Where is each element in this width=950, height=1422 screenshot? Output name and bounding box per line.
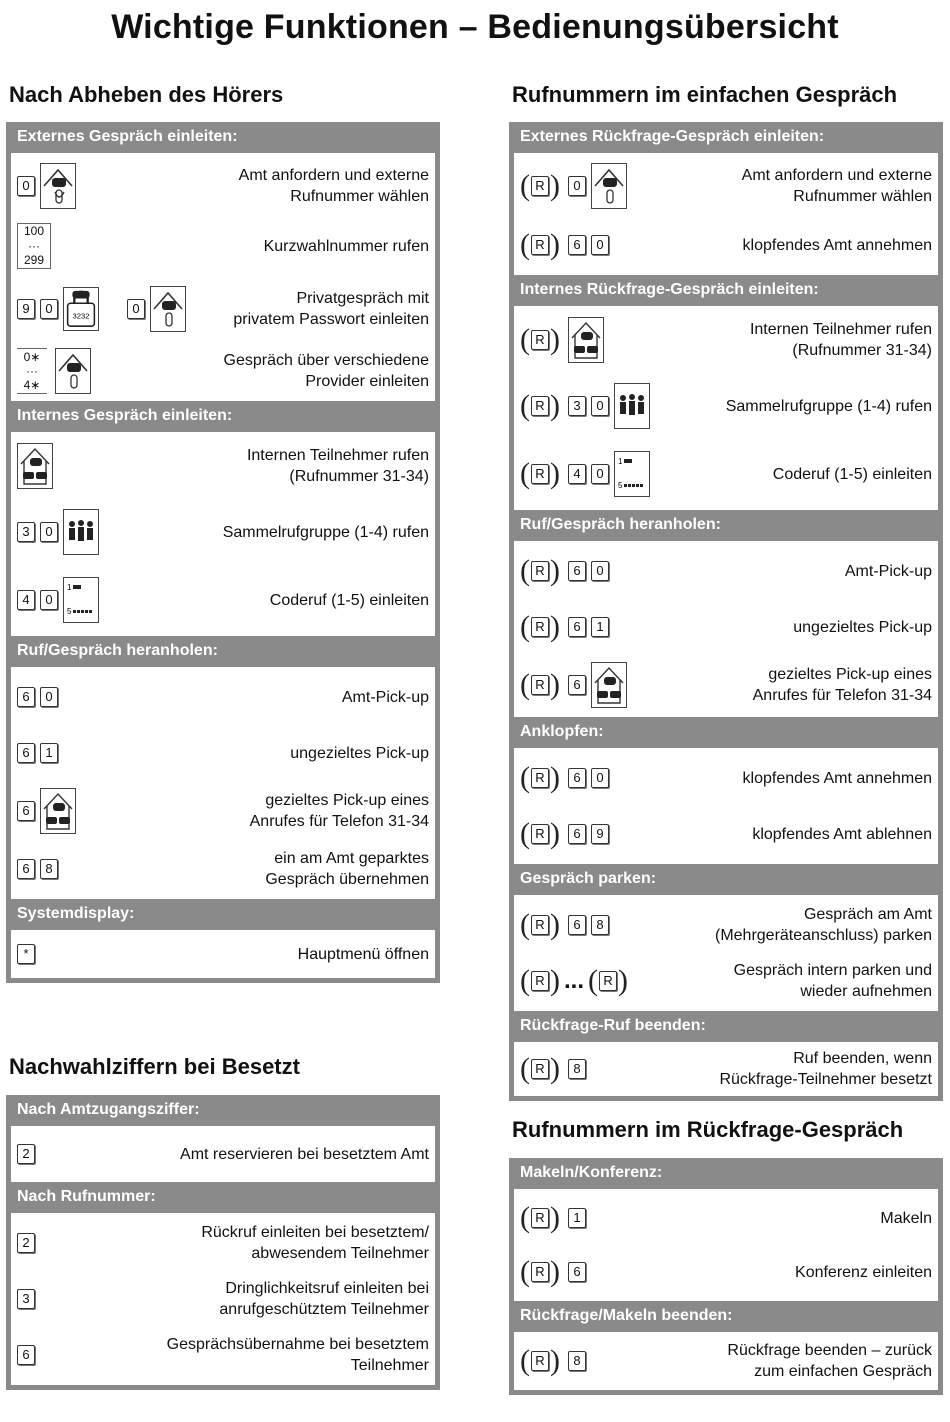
list-item <box>514 308 938 372</box>
r-key-group: ( R ) <box>520 228 560 261</box>
key-6: 6 <box>568 1262 586 1282</box>
list-item <box>514 599 938 655</box>
r-key-group: ( R ) <box>520 817 560 850</box>
key-3: 3 <box>568 396 586 416</box>
row-description: Gespräch über verschiedene Provider einleiten <box>223 352 429 390</box>
r-key-group: ( R ) <box>520 457 560 490</box>
key-r: R <box>531 1262 549 1282</box>
r-key-group: ( R ) <box>520 1344 560 1377</box>
key-0: 0 <box>17 176 35 196</box>
row-description: Konferenz einleiten <box>795 1263 932 1281</box>
row-description: Gespräch am Amt (Mehrgeräteanschluss) parken <box>715 906 932 944</box>
key-0: 0 <box>591 464 609 484</box>
group-header-internal-call: Internes Gespräch einleiten: <box>17 407 233 424</box>
list-item <box>514 217 938 273</box>
key-1: 1 <box>40 743 58 763</box>
list-item <box>11 669 435 725</box>
key-6: 6 <box>17 743 35 763</box>
list-item <box>11 275 435 343</box>
password-label: 3232 <box>72 311 90 321</box>
key-6: 6 <box>568 768 586 788</box>
key-r: R <box>531 824 549 844</box>
list-item <box>11 1215 435 1271</box>
key-0: 0 <box>127 299 145 319</box>
row-description: Dringlichkeitsruf einleiten bei anrufgeschütztem Teilnehmer <box>219 1280 429 1318</box>
key-r: R <box>531 235 549 255</box>
row-description: Sammelrufgruppe (1-4) rufen <box>222 523 429 541</box>
list-item <box>11 217 435 275</box>
row-description: Rückfrage beenden – zurück zum einfachen Gespräch <box>727 1342 932 1380</box>
row-description: Coderuf (1-5) einleiten <box>269 591 429 609</box>
row-description: Amt-Pick-up <box>341 688 429 706</box>
list-item <box>11 1128 435 1180</box>
key-6: 6 <box>568 235 586 255</box>
key-8: 8 <box>568 1059 586 1079</box>
key-6: 6 <box>17 687 35 707</box>
list-item <box>11 781 435 841</box>
svg-text:5: 5 <box>618 481 623 490</box>
group-header-broker-conference: Makeln/Konferenz: <box>520 1164 663 1181</box>
r-key-group: ( R ) <box>520 169 560 202</box>
key-8: 8 <box>591 915 609 935</box>
key-r: R <box>531 176 549 196</box>
list-item <box>11 498 435 566</box>
internal-extension-icon <box>17 443 53 489</box>
list-item <box>11 932 435 976</box>
group-header-external-consult: Externes Rückfrage-Gespräch einleiten: <box>520 128 825 145</box>
external-line-icon <box>55 348 91 394</box>
key-6: 6 <box>17 1345 35 1365</box>
row-description: gezieltes Pick-up eines Anrufes für Telefon 31-34 <box>752 666 932 704</box>
key-r: R <box>531 971 549 991</box>
key-r: R <box>531 1059 549 1079</box>
password-lock-icon <box>63 287 99 331</box>
row-description: Hauptmenü öffnen <box>297 945 429 963</box>
row-description: Makeln <box>880 1209 932 1227</box>
key-r: R <box>531 768 549 788</box>
row-description: klopfendes Amt ablehnen <box>752 825 932 843</box>
external-line-icon <box>591 163 627 209</box>
svg-text:1: 1 <box>67 583 72 592</box>
panel-consult-call <box>509 1158 943 1395</box>
r-key-group: ( R ) <box>520 323 560 356</box>
internal-extension-icon <box>568 317 604 363</box>
page-title: Wichtige Funktionen – Bedienungsübersicht <box>111 8 839 46</box>
group-header-after-number: Nach Rufnummer: <box>17 1188 156 1205</box>
key-r: R <box>531 561 549 581</box>
key-6: 6 <box>568 675 586 695</box>
group-header-external-call: Externes Gespräch einleiten: <box>17 128 238 145</box>
svg-text:1: 1 <box>618 457 623 466</box>
key-9: 9 <box>591 824 609 844</box>
list-item <box>11 725 435 781</box>
key-1: 1 <box>591 617 609 637</box>
key-star: * <box>17 944 35 964</box>
group-header-system-display: Systemdisplay: <box>17 905 135 922</box>
key-0: 0 <box>40 590 58 610</box>
list-item <box>514 897 938 953</box>
group-header-call-waiting: Anklopfen: <box>520 723 604 740</box>
key-9: 9 <box>17 299 35 319</box>
internal-extension-icon <box>40 788 76 834</box>
row-description: klopfendes Amt annehmen <box>742 769 932 787</box>
list-item <box>11 1271 435 1327</box>
list-item <box>11 1327 435 1383</box>
list-item <box>514 806 938 862</box>
r-key-group: ( R ) <box>520 668 560 701</box>
r-key-group: ( R ) <box>520 908 560 941</box>
list-item <box>514 543 938 599</box>
list-item <box>514 655 938 715</box>
r-key-group: ( R ) <box>520 964 560 997</box>
row-description: Amt anfordern und externe Rufnummer wählen <box>741 167 932 205</box>
code-call-icon <box>614 451 650 497</box>
row-description: ungezieltes Pick-up <box>290 744 429 762</box>
key-r: R <box>599 971 617 991</box>
key-8: 8 <box>40 859 58 879</box>
key-6: 6 <box>17 859 35 879</box>
key-3: 3 <box>17 522 35 542</box>
r-key-group: ( R ) <box>520 1255 560 1288</box>
group-header-pickup: Ruf/Gespräch heranholen: <box>17 642 218 659</box>
key-0: 0 <box>568 176 586 196</box>
section-heading-busy-suffix: Nachwahlziffern bei Besetzt <box>9 1054 300 1079</box>
row-description: Internen Teilnehmer rufen (Rufnummer 31-34) <box>749 321 932 359</box>
list-item <box>11 155 435 217</box>
group-header-end-consult: Rückfrage-Ruf beenden: <box>520 1017 706 1034</box>
group-header-end-broker: Rückfrage/Makeln beenden: <box>520 1307 733 1324</box>
speed-dial-range-icon: 100 ··· 299 <box>17 223 51 269</box>
list-item <box>514 372 938 440</box>
key-2: 2 <box>17 1233 35 1253</box>
key-r: R <box>531 915 549 935</box>
panel-simple-call <box>509 122 943 1101</box>
row-description: Rückruf einleiten bei besetztem/ abwesendem Teilnehmer <box>201 1224 429 1262</box>
row-description: Coderuf (1-5) einleiten <box>772 465 932 483</box>
key-4: 4 <box>17 590 35 610</box>
list-item <box>514 440 938 508</box>
list-item <box>11 566 435 634</box>
group-people-icon <box>63 509 99 555</box>
panel-after-pickup <box>6 122 440 983</box>
r-key-group: ( R ) <box>520 1201 560 1234</box>
panel-busy-suffix <box>6 1095 440 1390</box>
key-6: 6 <box>568 561 586 581</box>
row-description: ein am Amt geparktes Gespräch übernehmen <box>265 850 429 888</box>
key-r: R <box>531 1208 549 1228</box>
key-0: 0 <box>40 522 58 542</box>
key-6: 6 <box>568 915 586 935</box>
list-item <box>514 1044 938 1094</box>
list-item <box>11 841 435 897</box>
key-2: 2 <box>17 1144 35 1164</box>
section-heading-consult-call: Rufnummern im Rückfrage-Gespräch <box>512 1117 904 1142</box>
row-description: Kurzwahlnummer rufen <box>263 237 429 255</box>
row-description: klopfendes Amt annehmen <box>742 236 932 254</box>
key-0: 0 <box>591 396 609 416</box>
svg-text:5: 5 <box>67 607 72 616</box>
key-3: 3 <box>17 1289 35 1309</box>
r-key-group: ( R ) <box>520 389 560 422</box>
list-item <box>514 1245 938 1299</box>
row-description: Amt reservieren bei besetztem Amt <box>180 1145 429 1163</box>
list-item <box>514 953 938 1009</box>
list-item <box>11 343 435 399</box>
key-r: R <box>531 1351 549 1371</box>
key-0: 0 <box>40 687 58 707</box>
key-4: 4 <box>568 464 586 484</box>
group-header-after-line-access: Nach Amtzugangsziffer: <box>17 1101 200 1118</box>
provider-range-icon: 0∗ ··· 4∗ <box>17 348 47 394</box>
r-key-group: ( R ) <box>520 761 560 794</box>
r-key-group: ( R ) <box>520 554 560 587</box>
list-item <box>514 750 938 806</box>
group-people-icon <box>614 383 650 429</box>
r-key-group: ( R ) <box>520 610 560 643</box>
row-description: Ruf beenden, wenn Rückfrage-Teilnehmer besetzt <box>719 1050 932 1088</box>
row-description: Internen Teilnehmer rufen (Rufnummer 31-34) <box>246 447 429 485</box>
key-0: 0 <box>40 299 58 319</box>
row-description: Gesprächsübernahme bei besetztem Teilnehmer <box>166 1336 429 1374</box>
row-description: Amt anfordern und externe Rufnummer wählen <box>238 167 429 205</box>
ellipsis: ... <box>564 967 585 994</box>
key-8: 8 <box>568 1351 586 1371</box>
r-key-group: ( R ) <box>588 964 629 997</box>
external-line-icon <box>150 286 186 332</box>
key-r: R <box>531 675 549 695</box>
row-description: ungezieltes Pick-up <box>793 618 932 636</box>
r-key-group: ( R ) <box>520 1052 560 1085</box>
list-item <box>11 434 435 498</box>
row-description: Amt-Pick-up <box>844 562 932 580</box>
key-0: 0 <box>591 768 609 788</box>
external-line-icon <box>40 163 76 209</box>
section-heading-after-pickup: Nach Abheben des Hörers <box>9 82 284 107</box>
key-6: 6 <box>568 617 586 637</box>
code-call-icon <box>63 577 99 623</box>
list-item <box>514 1191 938 1245</box>
key-r: R <box>531 330 549 350</box>
key-0: 0 <box>591 235 609 255</box>
list-item <box>514 155 938 217</box>
group-header-internal-consult: Internes Rückfrage-Gespräch einleiten: <box>520 281 819 298</box>
group-header-park-call: Gespräch parken: <box>520 870 657 887</box>
key-1: 1 <box>568 1208 586 1228</box>
row-description: Privatgespräch mit privatem Passwort einleiten <box>233 290 429 328</box>
group-header-pickup: Ruf/Gespräch heranholen: <box>520 516 721 533</box>
key-0: 0 <box>591 561 609 581</box>
row-description: gezieltes Pick-up eines Anrufes für Telefon 31-34 <box>249 792 429 830</box>
key-6: 6 <box>17 801 35 821</box>
internal-extension-icon <box>591 662 627 708</box>
key-r: R <box>531 464 549 484</box>
key-r: R <box>531 396 549 416</box>
section-heading-simple-call: Rufnummern im einfachen Gespräch <box>512 82 898 107</box>
row-description: Gespräch intern parken und wieder aufnehmen <box>733 962 932 1000</box>
key-r: R <box>531 617 549 637</box>
list-item <box>514 1334 938 1388</box>
row-description: Sammelrufgruppe (1-4) rufen <box>725 397 932 415</box>
key-6: 6 <box>568 824 586 844</box>
